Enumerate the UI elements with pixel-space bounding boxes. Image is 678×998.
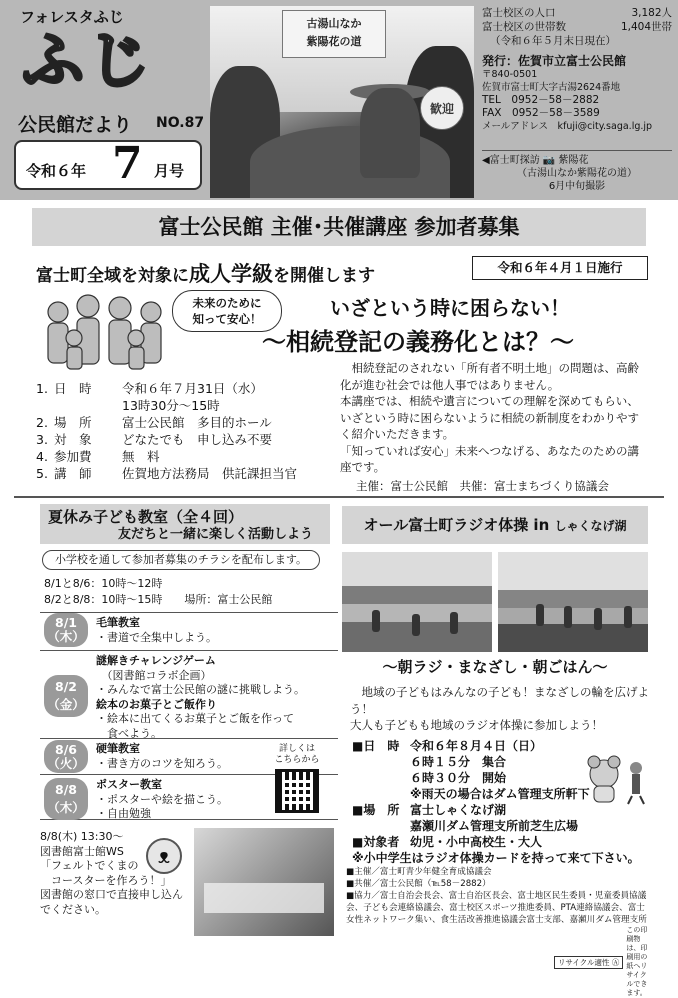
detail-row: 4. 参加費 無 料 (36, 449, 160, 464)
recycle-badge: リサイクル適性 Ⓐ (554, 956, 623, 969)
detail-row: 13時30分～15時 (122, 398, 220, 413)
detail-row: ６時１５分 集合 (410, 755, 507, 769)
detail-row: ■対象者 幼児・小中高校生・大人 (352, 835, 543, 849)
issue-month-box (14, 140, 202, 190)
course-description: 相続登記のされない「所有者不明土地」の問題は、高齢化が進む社会では他人事ではありません。 本講座では、相続や遺言についての理解を深めてもらい、いざという時に困らないように相続の新制度をわかりやすく紹介いただきます。 「知っていれば安心」未来へつなげる、あなたのための講座です。 (340, 361, 639, 474)
radio-exercise-description: 地域の子どもはみんなの子ども！まなざしの輪を広げよう！ 大人も子どもも地域のラジオ体操に参加しよう！ (350, 685, 649, 732)
postal-code: 〒840-0501 (482, 69, 538, 80)
event-credits: ■主催／富士町青少年健全育成協議会 ■共催／富士公民館（℡58－2882） ■協力／富士自治会長会、富士自治区長会、富士地区民生委員・児童委員協議会、子ども会連絡協議会、富士校区スポーツ推進委員、PTA連絡協議会、富士女性ネットワーク集い、食生活改善推進協議会富士支部、嘉瀬川ダム管理支所 (346, 867, 647, 925)
qr-code-icon[interactable] (275, 769, 319, 813)
households-label: 富士校区の世帯数 (482, 21, 566, 33)
class-description: 硬筆教室 ・書き方のコツを知ろう。 (96, 742, 228, 770)
issue-number: NO.87 (156, 115, 205, 131)
adult-class-headline: 富士町全域を対象に成人学級を開催します (36, 262, 375, 286)
recycle-mark (554, 926, 650, 998)
bear-icon: ᴥ (146, 838, 182, 874)
radio-exercise-slogan: ～朝ラジ・まなざし・朝ごはん～ (382, 658, 608, 676)
effective-date-box: 令和６年４月１日施行 (472, 256, 648, 280)
class-description: ポスター教室 ・ポスターや絵を描こう。 ・自由勉強 (96, 778, 228, 820)
detail-row: 3. 対 象 どなたでも 申し込み不要 (36, 432, 273, 447)
stats-as-of: （令和６年５月末日現在） (490, 35, 616, 47)
summer-class-title: 夏休み子ども教室（全４回） (48, 508, 244, 526)
radio-exercise-photo-2 (498, 552, 648, 652)
course-details (36, 380, 336, 482)
publisher: 発行：佐賀市立富士公民館 (482, 54, 627, 68)
class-date-badge: 8/6 （火） (44, 740, 88, 773)
detail-row: ６時３０分 開始 (410, 771, 507, 785)
course-title-line2: ～相続登記の義務化とは？～ (262, 328, 574, 356)
address: 佐賀市富士町大字古湯2624番地 (482, 82, 621, 93)
class-times: 8/1と8/6：10時～12時 8/2と8/8：10時～15時 場所：富士公民館 (44, 577, 273, 606)
detail-row: ※雨天の場合はダム管理支所軒下 (410, 787, 590, 801)
households-value: 1,404世帯 (620, 21, 672, 33)
mascot-illustration (584, 752, 654, 806)
detail-row: 嘉瀬川ダム管理支所前芝生広場 (410, 819, 579, 833)
radio-exercise-header: オール富士町ラジオ体操 in しゃくなげ湖 (342, 506, 648, 544)
course-title-line1: いざという時に困らない！ (330, 296, 570, 320)
classroom-photo (194, 828, 334, 936)
speech-bubble: 未来のために 知って安心！ (172, 290, 282, 332)
telephone: TEL 0952－58－2882 (482, 94, 600, 106)
detail-row: 5. 講 師 佐賀地方法務局 供託課担当官 (36, 466, 298, 481)
photo-sign: 古湯山なか 紫陽花の道 (282, 10, 386, 58)
detail-row: ■場 所 富士しゃくなげ湖 (352, 803, 507, 817)
newsletter-name: 公民館だより (18, 114, 133, 136)
class-date-badge: 8/8 （木） (44, 778, 88, 820)
qr-code-block[interactable] (270, 744, 324, 814)
recycle-note: この印刷物は、印刷用の紙へリサイクルできます。 (626, 926, 648, 997)
flyer-note: 小学校を通して参加者募集のチラシを配布します。 (42, 550, 320, 570)
fax: FAX 0952－58－3589 (482, 107, 600, 119)
detail-row: 1. 日 時 令和６年７月31日（水） (36, 381, 263, 396)
summer-kids-class-header (40, 504, 330, 544)
cover-caption: ◀富士町探訪 📷 紫陽花 （古湯山なか紫陽花の道） 6月中旬撮影 (482, 150, 672, 193)
district-info (482, 6, 672, 133)
section-divider (14, 496, 664, 498)
class-date-badge: 8/2 （金） (44, 675, 88, 717)
detail-row: 2. 場 所 富士公民館 多目的ホール (36, 415, 272, 430)
issue-month-unit: 月号 (154, 162, 185, 180)
masthead (0, 0, 678, 200)
cover-photo-hydrangea-path (210, 6, 474, 198)
class-row (40, 650, 338, 738)
class-description: 謎解きチャレンジゲーム （図書館コラボ企画） ・みんなで富士公民館の謎に挑戦しよう。 絵本のお菓子とご飯作り ・絵本に出てくるお菓子とご飯を作って 食べよう。 (96, 654, 305, 740)
radio-exercise-photo-1 (342, 552, 492, 652)
class-date-badge: 8/1 （木） (44, 613, 88, 647)
welcome-fan: 歓迎 (420, 86, 464, 130)
brand-logo-text: ふじ (22, 24, 155, 97)
population-label: 富士校区の人口 (482, 7, 556, 19)
class-row (40, 612, 338, 650)
email: メールアドレス kfuji@city.saga.lg.jp (482, 121, 653, 132)
course-recruitment-banner: 富士公民館 主催･共催講座 参加者募集 (32, 208, 646, 246)
qr-label: 詳しくは こちらから (274, 744, 320, 765)
detail-row: ■日 時 令和６年８月４日（日） (352, 739, 543, 753)
summer-class-subtitle: 友だちと一緒に楽しく活動しよう (118, 527, 314, 542)
brand-subtitle: フォレスタふじ (20, 8, 124, 26)
scarecrow-figure (360, 88, 420, 178)
radio-card-note: ※小中学生はラジオ体操カードを持って来て下さい。 (352, 851, 640, 865)
family-illustration (36, 290, 174, 374)
camera-icon: 📷 (542, 155, 556, 166)
class-description: 毛筆教室 ・書道で全集中しよう。 (96, 616, 217, 644)
population-value: 3,182人 (631, 7, 672, 19)
library-workshop: 8/8(木) 13:30～ 図書館富士館WS 「フェルトでくまの コースターを作ろう！」 図書館の窓口で直接申し込んでください。 (40, 830, 183, 916)
issue-month-number: 7 (112, 138, 143, 189)
issue-era: 令和６年 (26, 162, 87, 180)
course-organizer: 主催：富士公民館 共催：富士まちづくり協議会 (356, 479, 609, 493)
